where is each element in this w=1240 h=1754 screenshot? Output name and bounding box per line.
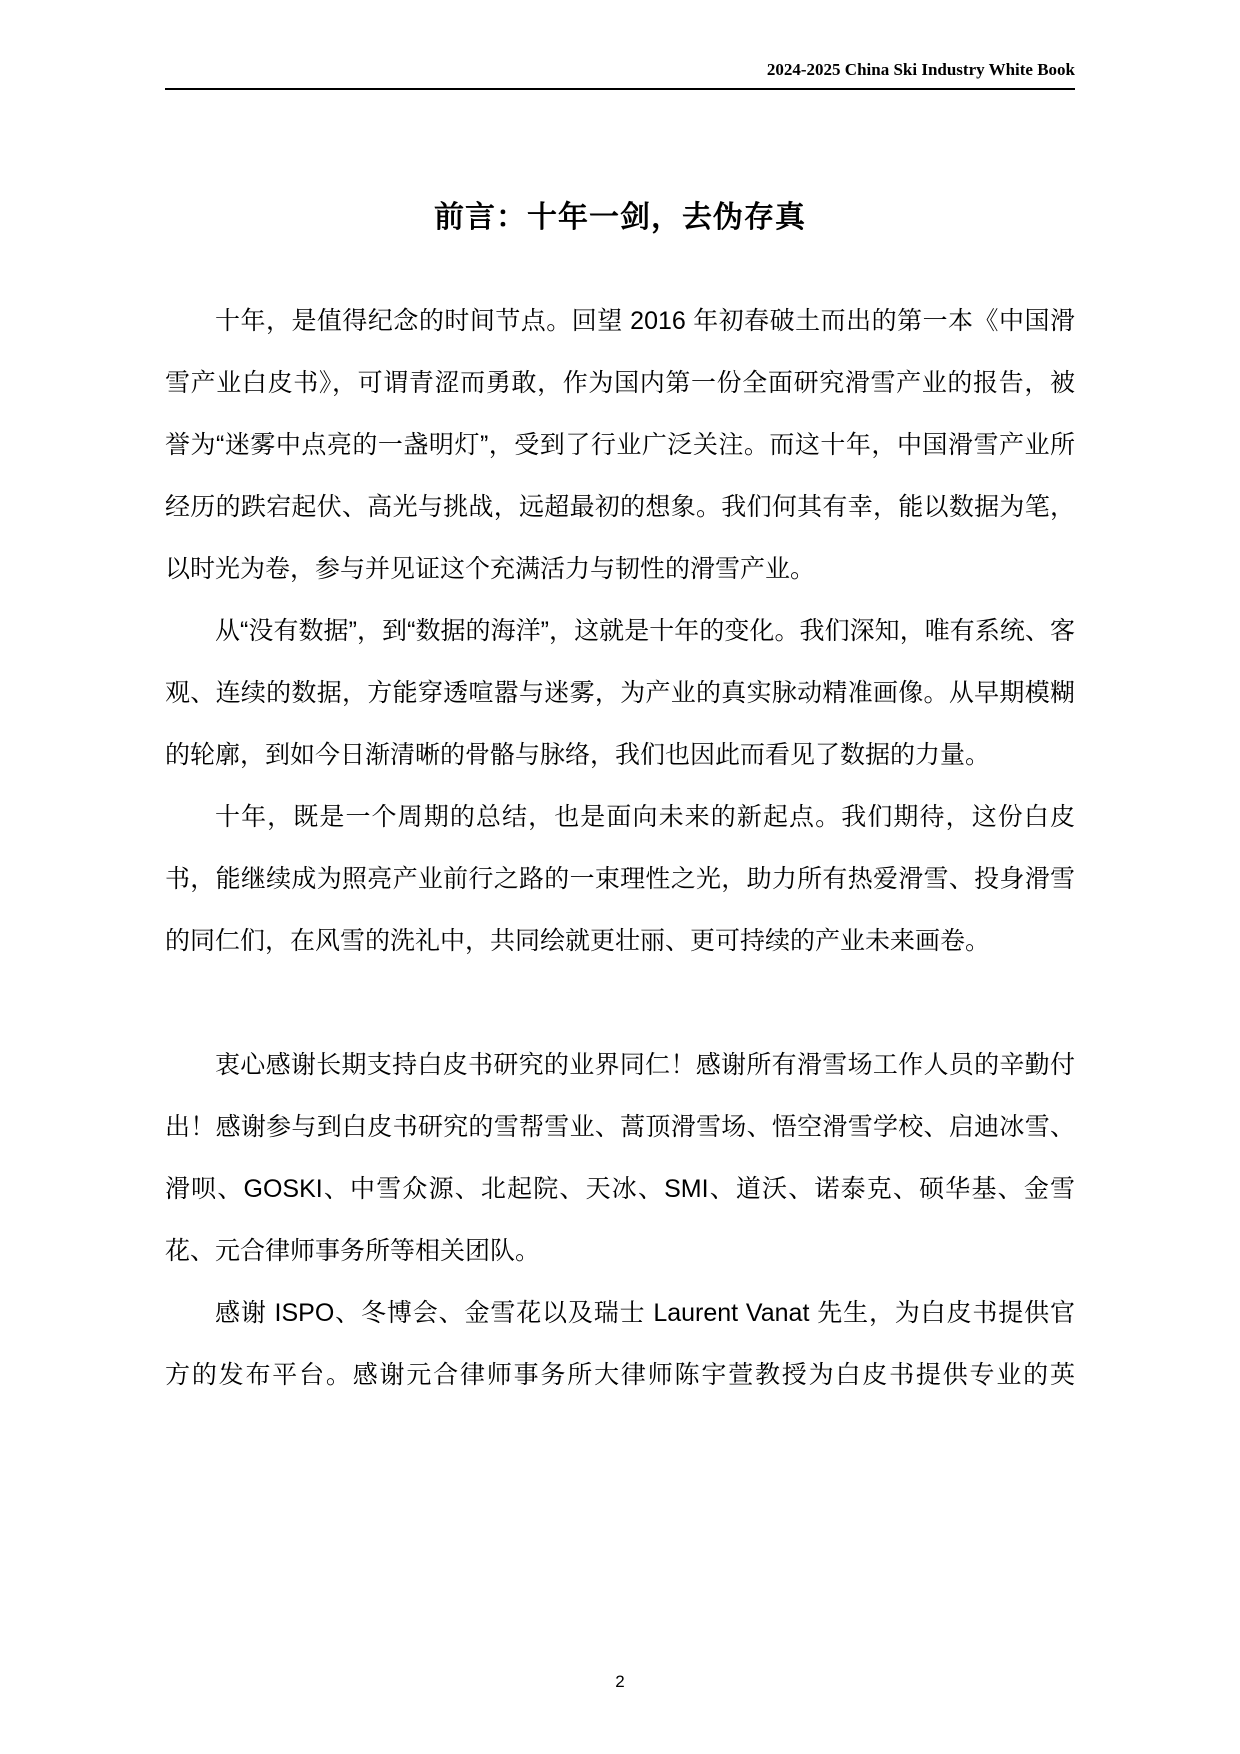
running-header: 2024-2025 China Ski Industry White Book (165, 60, 1075, 90)
paragraph-4: 衷心感谢长期支持白皮书研究的业界同仁！感谢所有滑雪场工作人员的辛勤付出！感谢参与到白皮书研究的雪帮雪业、蒿顶滑雪场、悟空滑雪学校、启迪冰雪、滑呗、GOSKI、中雪众源、北起院、天冰、SMI、道沃、诺泰克、硕华基、金雪花、元合律师事务所等相关团队。 (165, 1051, 1075, 1266)
paragraph-gap (165, 972, 1075, 1034)
page-number: 2 (615, 1672, 625, 1691)
paragraph-1: 十年，是值得纪念的时间节点。回望 2016 年初春破土而出的第一本《中国滑雪产业白皮书》，可谓青涩而勇敢，作为国内第一份全面研究滑雪产业的报告，被誉为“迷雾中点亮的一盏明灯”，受到了行业广泛关注。而这十年，中国滑雪产业所经历的跌宕起伏、高光与挑战，远超最初的想象。我们何其有幸，能以数据为笔，以时光为卷，参与并见证这个充满活力与韧性的滑雪产业。 (165, 307, 1075, 584)
page-title: 前言：十年一剑，去伪存真 (434, 201, 806, 235)
paragraph-2: 从“没有数据”，到“数据的海洋”，这就是十年的变化。我们深知，唯有系统、客观、连续的数据，方能穿透喧嚣与迷雾，为产业的真实脉动精准画像。从早期模糊的轮廓，到如今日渐清晰的骨骼与脉络，我们也因此而看见了数据的力量。 (165, 617, 1075, 770)
paragraph-5: 感谢 ISPO、冬博会、金雪花以及瑞士 Laurent Vanat 先生，为白皮书提供官方的发布平台。感谢元合律师事务所大律师陈宇萱教授为白皮书提供专业的英 (165, 1299, 1075, 1390)
body-text (165, 290, 1075, 1406)
paragraph-3: 十年，既是一个周期的总结，也是面向未来的新起点。我们期待，这份白皮书，能继续成为照亮产业前行之路的一束理性之光，助力所有热爱滑雪、投身滑雪的同仁们，在风雪的洗礼中，共同绘就更壮丽、更可持续的产业未来画卷。 (165, 803, 1075, 956)
